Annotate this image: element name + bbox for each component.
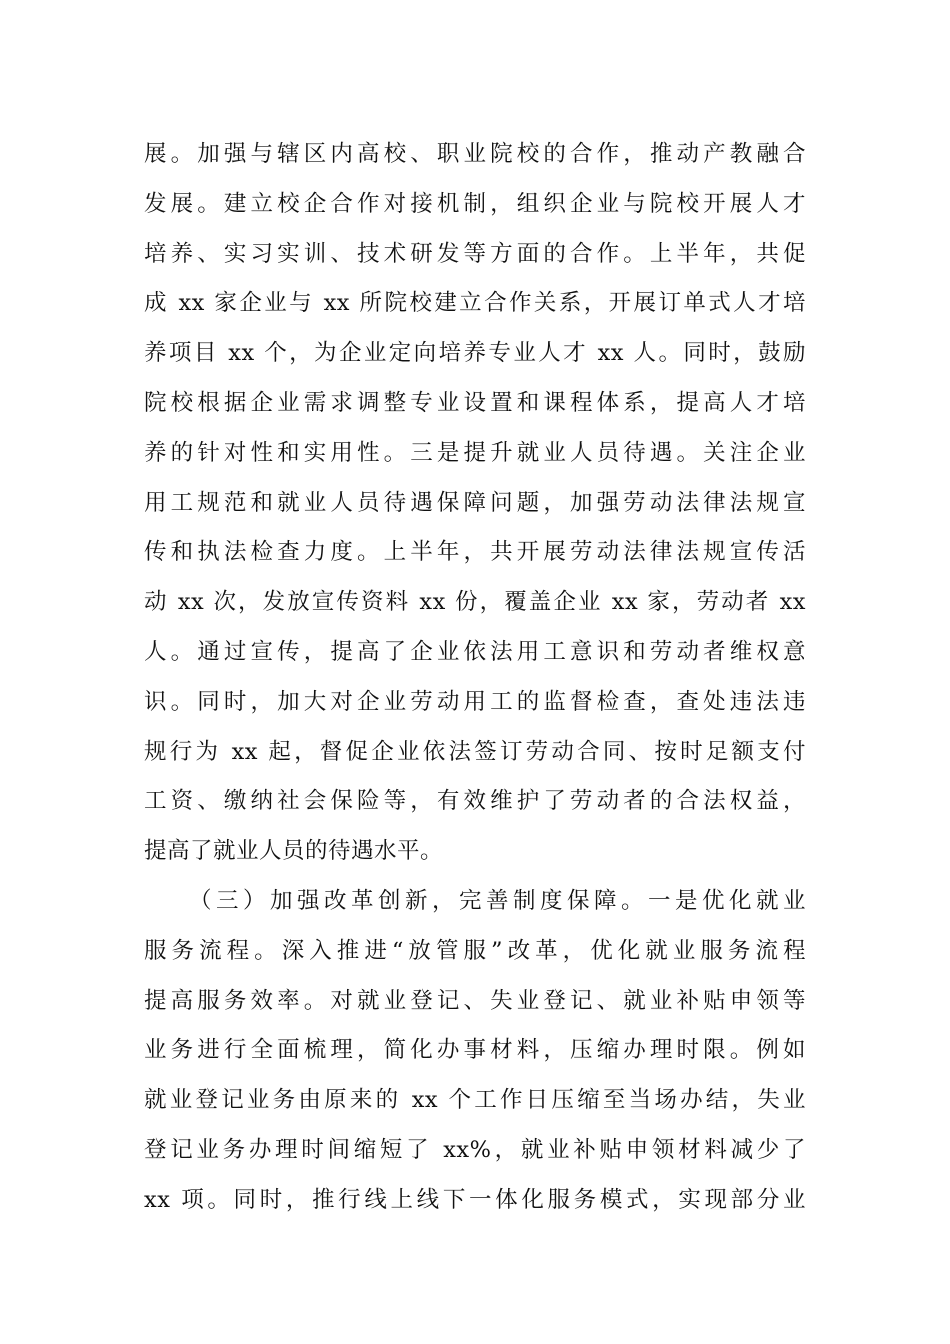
paragraph-line: 展。加强与辖区内高校、职业院校的合作，推动产教融合 [144,141,806,167]
paragraph-line: 人。通过宣传，提高了企业依法用工意识和劳动者维权意 [144,638,806,665]
paragraph-line: 培养、实习实训、技术研发等方面的合作。上半年，共促 [144,240,806,267]
paragraph-line: 养项目 xx 个，为企业定向培养专业人才 xx 人。同时，鼓励 [144,340,806,367]
paragraph-line: 养的针对性和实用性。三是提升就业人员待遇。关注企业 [144,439,806,466]
paragraph-line: 发展。建立校企合作对接机制，组织企业与院校开展人才 [144,190,806,217]
section-heading-line: （三）加强改革创新，完善制度保障。一是优化就业 [189,887,806,914]
paragraph-line: xx 项。同时，推行线上线下一体化服务模式，实现部分业 [144,1186,806,1213]
paragraph-line: 用工规范和就业人员待遇保障问题，加强劳动法律法规宣 [144,489,806,516]
paragraph-line: 识。同时，加大对企业劳动用工的监督检查，查处违法违 [144,688,806,715]
paragraph-line-end: 提高了就业人员的待遇水平。 [144,838,444,865]
paragraph-line: 动 xx 次，发放宣传资料 xx 份，覆盖企业 xx 家，劳动者 xx [144,589,806,616]
paragraph-line: 提高服务效率。对就业登记、失业登记、就业补贴申领等 [144,987,806,1014]
paragraph-line: 规行为 xx 起，督促企业依法签订劳动合同、按时足额支付 [144,738,806,765]
paragraph-line: 传和执法检查力度。上半年，共开展劳动法律法规宣传活 [144,539,806,566]
paragraph-line: 院校根据企业需求调整专业设置和课程体系，提高人才培 [144,389,806,416]
paragraph-line: 业务进行全面梳理，简化办事材料，压缩办理时限。例如 [144,1037,806,1064]
paragraph-line: 服务流程。深入推进“放管服”改革，优化就业服务流程 [144,937,806,964]
document-body [144,130,806,1226]
paragraph-line: 就业登记业务由原来的 xx 个工作日压缩至当场办结，失业 [144,1087,806,1114]
paragraph-line: 成 xx 家企业与 xx 所院校建立合作关系，开展订单式人才培 [144,290,806,317]
paragraph-line: 登记业务办理时间缩短了 xx%，就业补贴申领材料减少了 [144,1136,806,1163]
paragraph-line: 工资、缴纳社会保险等，有效维护了劳动者的合法权益， [144,788,806,815]
